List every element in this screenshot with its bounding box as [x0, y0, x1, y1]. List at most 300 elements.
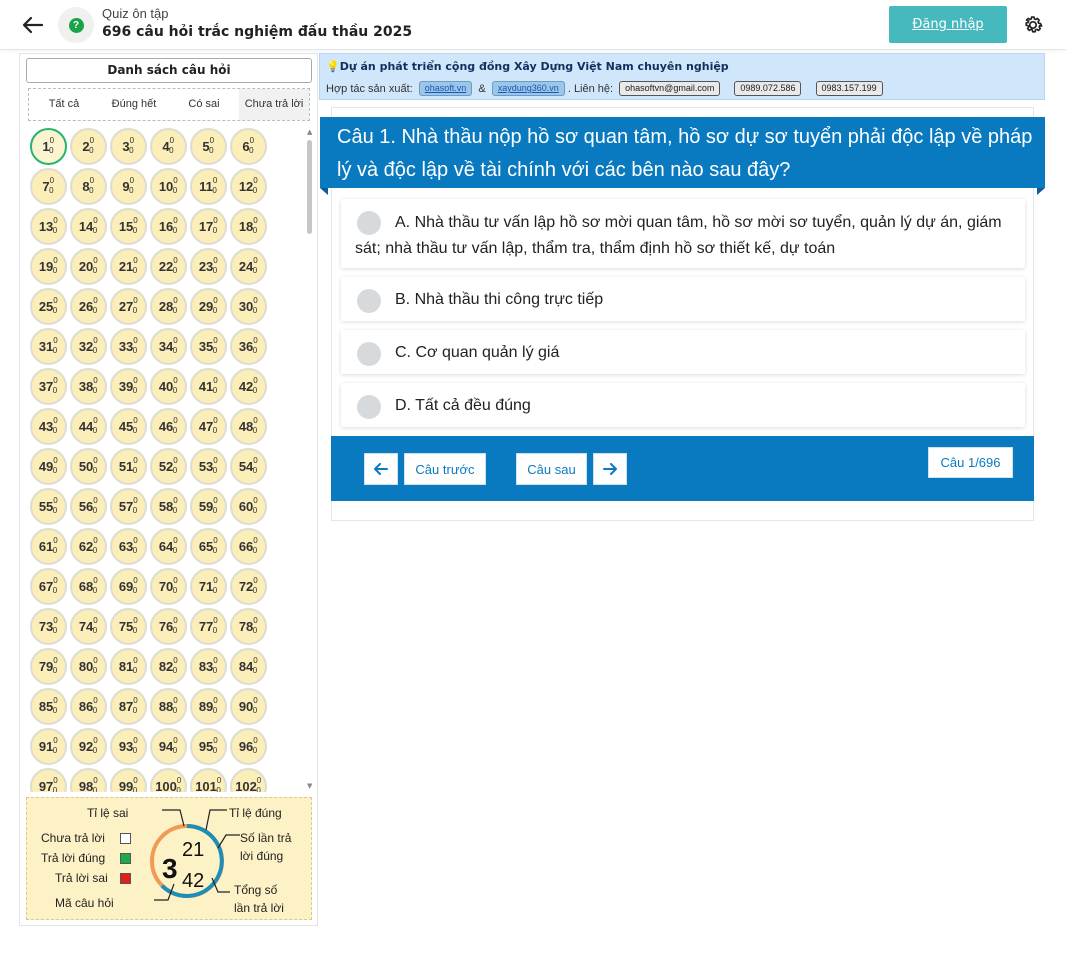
question-bubble[interactable]: [150, 688, 187, 725]
question-number: 25: [38, 298, 54, 314]
correct-count: 0: [253, 575, 258, 585]
total-count: 0: [132, 345, 138, 355]
total-count: 0: [172, 225, 178, 235]
correct-count: 0: [213, 495, 218, 505]
question-bubble[interactable]: [230, 368, 267, 405]
correct-count: 0: [173, 295, 178, 305]
question-bubble[interactable]: [110, 568, 147, 605]
question-bubble[interactable]: [230, 688, 267, 725]
correct-count: 0: [93, 655, 98, 665]
question-grid-scrollbar[interactable]: [305, 126, 312, 792]
question-number: 50: [78, 458, 94, 474]
question-bubble[interactable]: [70, 768, 107, 793]
question-number: 81: [118, 658, 134, 674]
question-bubble[interactable]: [190, 368, 227, 405]
question-bubble[interactable]: [150, 768, 187, 793]
question-bubble[interactable]: [190, 488, 227, 525]
question-number: 60: [238, 498, 254, 514]
question-bubble[interactable]: [150, 408, 187, 445]
total-count: 0: [52, 785, 58, 792]
correct-count: 0: [213, 295, 218, 305]
total-count: 0: [249, 145, 254, 155]
question-bubble[interactable]: [190, 688, 227, 725]
correct-count: 0: [93, 775, 98, 785]
arrow-right-icon: [603, 463, 617, 475]
question-number: 37: [38, 378, 54, 394]
question-bubble[interactable]: [150, 128, 187, 165]
question-bubble[interactable]: [110, 528, 147, 565]
question-number: 71: [198, 578, 214, 594]
correct-count: 0: [53, 255, 58, 265]
total-count: 0: [52, 465, 58, 475]
question-bubble[interactable]: [110, 248, 147, 285]
total-count: 0: [89, 145, 94, 155]
total-count: 0: [252, 305, 258, 315]
question-number: 14: [78, 218, 94, 234]
total-count: 0: [132, 305, 138, 315]
total-count: 0: [252, 625, 258, 635]
question-bubble[interactable]: [30, 328, 67, 365]
question-number: 87: [118, 698, 134, 714]
question-bubble[interactable]: [70, 568, 107, 605]
correct-count: 0: [173, 495, 178, 505]
question-bubble[interactable]: [150, 648, 187, 685]
question-number: 93: [118, 738, 134, 754]
total-count: 0: [212, 665, 218, 675]
correct-count: 0: [133, 215, 138, 225]
question-bubble[interactable]: [150, 728, 187, 765]
question-bubble[interactable]: [30, 368, 67, 405]
total-count: 0: [52, 545, 58, 555]
question-number: 64: [158, 538, 174, 554]
question-number: 20: [78, 258, 94, 274]
question-bubble[interactable]: [30, 248, 67, 285]
question-number: 94: [158, 738, 174, 754]
question-number: 49: [38, 458, 54, 474]
answer-radio[interactable]: [357, 342, 381, 366]
question-bubble[interactable]: [190, 528, 227, 565]
total-count: 0: [132, 545, 138, 555]
app-subtitle: Quiz ôn tập: [102, 6, 169, 21]
ribbon-fold-right: [1037, 188, 1045, 195]
page-title: 696 câu hỏi trắc nghiệm đấu thầu 2025: [102, 24, 413, 40]
question-bubble[interactable]: [150, 288, 187, 325]
correct-count: 0: [173, 375, 178, 385]
question-bubble[interactable]: [190, 648, 227, 685]
correct-count: 0: [53, 495, 58, 505]
question-bubble[interactable]: [190, 768, 227, 793]
total-count: 0: [52, 345, 58, 355]
question-number: 24: [238, 258, 254, 274]
question-bubble[interactable]: [190, 448, 227, 485]
question-bubble[interactable]: [30, 728, 67, 765]
question-bubble[interactable]: [230, 528, 267, 565]
filter-tab-all[interactable]: Tất cả: [48, 98, 80, 110]
total-count: 0: [132, 465, 138, 475]
question-bubble[interactable]: [30, 688, 67, 725]
scroll-down-icon[interactable]: ▼: [307, 782, 312, 790]
correct-count: 0: [213, 575, 218, 585]
answer-option-b[interactable]: [341, 277, 1025, 321]
question-bubble[interactable]: [190, 288, 227, 325]
correct-count: 0: [173, 175, 178, 185]
question-number: 38: [78, 378, 94, 394]
correct-count: 0: [209, 135, 215, 145]
legend-correct-label: Trả lời đúng: [41, 851, 106, 865]
question-bubble[interactable]: [70, 328, 107, 365]
question-bubble[interactable]: [30, 768, 67, 793]
question-bubble[interactable]: [190, 328, 227, 365]
question-bubble[interactable]: [150, 608, 187, 645]
total-count: 0: [92, 745, 98, 755]
question-bubble[interactable]: [110, 768, 147, 793]
correct-count: 0: [213, 375, 218, 385]
correct-count: 0: [173, 415, 178, 425]
question-bubble[interactable]: [110, 328, 147, 365]
legend-correct-count-label-2: lời đúng: [240, 849, 284, 863]
quiz-app-icon: [58, 7, 94, 43]
question-bubble[interactable]: [70, 728, 107, 765]
correct-count: 0: [93, 615, 98, 625]
total-count: 0: [132, 265, 138, 275]
question-number: 16: [158, 218, 174, 234]
question-bubble[interactable]: [30, 648, 67, 685]
question-bubble[interactable]: [230, 288, 267, 325]
question-bubble[interactable]: [230, 488, 267, 525]
question-bubble[interactable]: [110, 288, 147, 325]
question-bubble[interactable]: [70, 688, 107, 725]
question-bubble[interactable]: [230, 648, 267, 685]
total-count: 0: [49, 145, 54, 155]
correct-count: 0: [93, 215, 98, 225]
question-bubble[interactable]: [230, 728, 267, 765]
prev-question-button[interactable]: Câu trước: [404, 453, 486, 485]
question-number: 29: [198, 298, 214, 314]
total-count: 0: [172, 745, 178, 755]
question-bubble[interactable]: [230, 328, 267, 365]
question-bubble[interactable]: [230, 768, 267, 793]
total-count: 0: [172, 345, 178, 355]
scroll-up-icon[interactable]: ▲: [307, 128, 312, 136]
question-bubble[interactable]: [110, 128, 147, 165]
correct-count: 0: [129, 175, 135, 185]
banner-credits: [326, 81, 886, 96]
total-count: 0: [92, 665, 98, 675]
question-number: 2: [82, 138, 90, 154]
question-bubble[interactable]: [150, 368, 187, 405]
correct-count: 0: [53, 535, 58, 545]
question-bubble[interactable]: [150, 248, 187, 285]
total-count: 0: [212, 585, 218, 595]
question-number: 36: [238, 338, 254, 354]
question-bubble[interactable]: [30, 208, 67, 245]
question-bubble[interactable]: [70, 608, 107, 645]
question-bubble[interactable]: [230, 448, 267, 485]
answer-option-text: D. Tất cả đều đúng: [395, 397, 531, 414]
back-arrow-icon[interactable]: [18, 11, 48, 39]
question-number: 77: [198, 618, 214, 634]
question-bubble[interactable]: [230, 608, 267, 645]
correct-count: 0: [253, 295, 258, 305]
scroll-thumb[interactable]: [307, 140, 312, 234]
question-bubble[interactable]: [230, 408, 267, 445]
total-count: 0: [212, 705, 218, 715]
filter-tab-unanswered[interactable]: Chưa trả lời: [239, 89, 309, 120]
question-bubble[interactable]: [70, 368, 107, 405]
total-count: 0: [92, 265, 98, 275]
filter-tab-has-wrong[interactable]: Có sai: [188, 98, 220, 110]
answer-option-c[interactable]: [341, 330, 1025, 374]
total-count: 0: [252, 465, 258, 475]
question-number: 32: [78, 338, 94, 354]
correct-count: 0: [133, 575, 138, 585]
question-bubble[interactable]: [190, 728, 227, 765]
question-bubble[interactable]: [70, 488, 107, 525]
question-bubble[interactable]: [30, 128, 67, 165]
question-bubble[interactable]: [30, 528, 67, 565]
question-bubble[interactable]: [70, 208, 107, 245]
question-number: 63: [118, 538, 134, 554]
question-number: 102: [235, 778, 257, 792]
total-count: 0: [92, 705, 98, 715]
question-bubble[interactable]: [30, 408, 67, 445]
gear-icon[interactable]: [1019, 11, 1047, 39]
question-bubble[interactable]: [230, 128, 267, 165]
legend-wrong-rate-label: Tỉ lệ sai: [87, 806, 129, 820]
question-bubble[interactable]: [110, 688, 147, 725]
question-bubble[interactable]: [150, 568, 187, 605]
total-count: 0: [132, 745, 138, 755]
correct-count: 0: [49, 175, 55, 185]
prev-arrow-button[interactable]: [364, 453, 398, 485]
answer-option-d[interactable]: [341, 383, 1025, 427]
question-bubble[interactable]: [190, 128, 227, 165]
answer-radio[interactable]: [357, 289, 381, 313]
next-question-button[interactable]: Câu sau: [516, 453, 587, 485]
question-bubble[interactable]: [150, 208, 187, 245]
correct-count: 0: [133, 655, 138, 665]
question-bubble[interactable]: [190, 248, 227, 285]
answer-radio[interactable]: [357, 395, 381, 419]
question-bubble[interactable]: [30, 168, 67, 205]
total-count: 0: [172, 585, 178, 595]
question-bubble[interactable]: [30, 608, 67, 645]
total-count: 0: [212, 385, 218, 395]
total-count: 0: [92, 625, 98, 635]
correct-count: 0: [173, 615, 178, 625]
question-bubble[interactable]: [110, 648, 147, 685]
question-bubble[interactable]: [30, 448, 67, 485]
question-bubble[interactable]: [150, 528, 187, 565]
question-number: 8: [82, 178, 90, 194]
question-bubble[interactable]: [150, 168, 187, 205]
question-bubble[interactable]: [70, 168, 107, 205]
answer-option-a[interactable]: [341, 199, 1025, 268]
question-bubble[interactable]: [70, 128, 107, 165]
question-bubble[interactable]: [150, 328, 187, 365]
correct-count: 0: [253, 215, 258, 225]
legend-example-total: 42: [182, 870, 205, 892]
correct-count: 0: [173, 455, 178, 465]
total-count: 0: [252, 265, 258, 275]
total-count: 0: [52, 745, 58, 755]
question-bubble[interactable]: [70, 408, 107, 445]
banner-headline: 💡Dự án phát triển cộng đồng Xây Dựng Việt Nam chuyên nghiệp: [326, 60, 729, 73]
question-number: 69: [118, 578, 134, 594]
correct-count: 0: [213, 215, 218, 225]
correct-count: 0: [53, 295, 58, 305]
correct-count: 0: [89, 175, 95, 185]
correct-count: 0: [133, 415, 138, 425]
question-bubble[interactable]: [110, 728, 147, 765]
question-grid-scroll[interactable]: [26, 126, 312, 792]
correct-count: 0: [133, 335, 138, 345]
contact-phone-1[interactable]: 0989.072.586: [734, 81, 801, 96]
correct-count: 0: [89, 135, 95, 145]
correct-count: 0: [93, 495, 98, 505]
correct-count: 0: [213, 735, 218, 745]
total-count: 0: [256, 785, 261, 792]
correct-count: 0: [49, 135, 55, 145]
question-bubble[interactable]: [150, 448, 187, 485]
question-bubble[interactable]: [70, 528, 107, 565]
question-bubble[interactable]: [30, 288, 67, 325]
question-bubble[interactable]: [70, 448, 107, 485]
partner-link-ohasoft[interactable]: ohasoft.vn: [419, 81, 473, 96]
total-count: 0: [212, 625, 218, 635]
correct-count: 0: [253, 175, 258, 185]
correct-count: 0: [53, 655, 58, 665]
correct-count: 0: [93, 335, 98, 345]
question-bubble[interactable]: [110, 448, 147, 485]
contact-email[interactable]: ohasoftvn@gmail.com: [619, 81, 720, 96]
question-bubble[interactable]: [190, 208, 227, 245]
question-number: 95: [198, 738, 214, 754]
correct-count: 0: [249, 135, 255, 145]
question-number: 1: [42, 138, 50, 154]
question-number: 4: [162, 138, 170, 154]
total-count: 0: [252, 505, 258, 515]
community-banner: [319, 53, 1045, 100]
question-grid: [28, 126, 298, 792]
question-number: 35: [198, 338, 214, 354]
filter-tab-all-correct[interactable]: Đúng hết: [111, 98, 157, 110]
total-count: 0: [52, 225, 58, 235]
question-number: 92: [78, 738, 94, 754]
question-number: 52: [158, 458, 174, 474]
question-bubble[interactable]: [110, 608, 147, 645]
total-count: 0: [212, 545, 218, 555]
legend-total-label-2: lần trả lời: [234, 901, 284, 915]
question-number: 39: [118, 378, 134, 394]
total-count: 0: [129, 145, 134, 155]
legend-diagram: [122, 808, 252, 913]
question-number: 59: [198, 498, 214, 514]
total-count: 0: [252, 225, 258, 235]
total-count: 0: [252, 585, 258, 595]
question-bubble[interactable]: [70, 288, 107, 325]
question-number: 98: [78, 778, 94, 792]
contact-phone-2[interactable]: 0983.157.199: [816, 81, 883, 96]
correct-count: 0: [173, 255, 178, 265]
correct-count: 0: [133, 775, 138, 785]
correct-count: 0: [253, 615, 258, 625]
question-bubble[interactable]: [70, 648, 107, 685]
total-count: 0: [52, 705, 58, 715]
question-bubble[interactable]: [190, 408, 227, 445]
correct-count: 0: [53, 615, 58, 625]
question-number: 51: [118, 458, 134, 474]
total-count: 0: [252, 545, 258, 555]
correct-count: 0: [253, 415, 258, 425]
question-number: 42: [238, 378, 254, 394]
total-count: 0: [132, 425, 138, 435]
correct-count: 0: [213, 535, 218, 545]
question-bubble[interactable]: [190, 568, 227, 605]
question-number: 19: [38, 258, 54, 274]
question-navigation: [331, 436, 1034, 501]
question-bubble[interactable]: [230, 168, 267, 205]
correct-count: 0: [129, 135, 135, 145]
answer-option-text: C. Cơ quan quản lý giá: [395, 344, 560, 361]
total-count: 0: [176, 785, 181, 792]
correct-count: 0: [169, 135, 175, 145]
question-bubble[interactable]: [30, 488, 67, 525]
question-bubble[interactable]: [190, 608, 227, 645]
question-number: 75: [118, 618, 134, 634]
question-bubble[interactable]: [110, 408, 147, 445]
question-number: 76: [158, 618, 174, 634]
question-bubble[interactable]: [70, 248, 107, 285]
next-arrow-button[interactable]: [593, 453, 627, 485]
total-count: 0: [92, 465, 98, 475]
correct-count: 0: [173, 735, 178, 745]
total-count: 0: [212, 185, 217, 195]
correct-count: 0: [53, 375, 58, 385]
correct-count: 0: [133, 375, 138, 385]
question-bubble[interactable]: [110, 488, 147, 525]
question-number: 28: [158, 298, 174, 314]
question-number: 21: [118, 258, 134, 274]
question-bubble[interactable]: [110, 368, 147, 405]
question-bubble[interactable]: [150, 488, 187, 525]
question-bubble[interactable]: [230, 208, 267, 245]
total-count: 0: [89, 185, 94, 195]
total-count: 0: [172, 265, 178, 275]
total-count: 0: [92, 545, 98, 555]
question-bubble[interactable]: [190, 168, 227, 205]
answer-option-text: B. Nhà thầu thi công trực tiếp: [395, 291, 604, 308]
question-bubble[interactable]: [230, 248, 267, 285]
correct-count: 0: [253, 655, 258, 665]
question-number: 72: [238, 578, 254, 594]
legend-wrong-label: Trả lời sai: [55, 871, 108, 885]
question-bubble[interactable]: [230, 568, 267, 605]
question-bubble[interactable]: [110, 208, 147, 245]
correct-count: 0: [213, 415, 218, 425]
question-number: 31: [38, 338, 54, 354]
login-button[interactable]: Đăng nhập: [889, 6, 1007, 43]
partner-link-xaydung360[interactable]: xaydung360.vn: [492, 81, 565, 96]
question-number: 55: [38, 498, 54, 514]
total-count: 0: [252, 385, 258, 395]
correct-count: 0: [256, 775, 262, 785]
total-count: 0: [252, 705, 258, 715]
question-bubble[interactable]: [110, 168, 147, 205]
total-count: 0: [92, 505, 98, 515]
question-bubble[interactable]: [30, 568, 67, 605]
correct-count: 0: [253, 375, 258, 385]
